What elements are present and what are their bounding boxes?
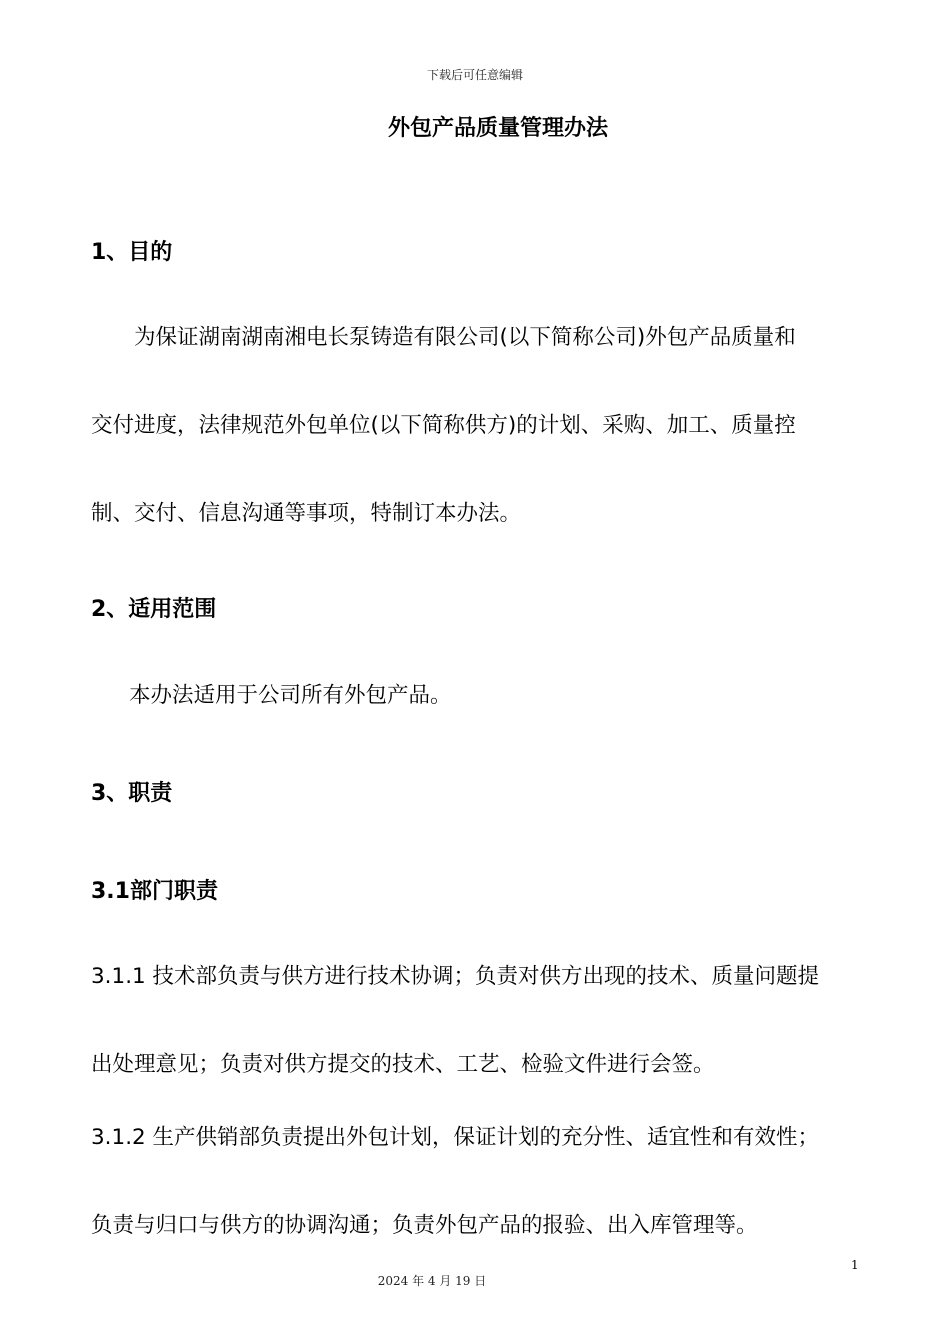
paragraph-line: 本办法适用于公司所有外包产品。 [129, 683, 452, 708]
heading-purpose: 1、目的 [91, 240, 173, 265]
paragraph-line: 为保证湖南湖南湘电长泵铸造有限公司(以下简称公司)外包产品质量和 [134, 325, 796, 350]
paragraph-line: 3.1.2 生产供销部负责提出外包计划，保证计划的充分性、适宜性和有效性； [91, 1125, 820, 1150]
paragraph-item-3-1-1 [91, 959, 861, 1078]
paragraph-line: 交付进度，法律规范外包单位(以下简称供方)的计划、采购、加工、质量控 [91, 413, 796, 438]
document-title: 外包产品质量管理办法 [387, 116, 608, 141]
paragraph-line: 负责与归口与供方的协调沟通；负责外包产品的报验、出入库管理等。 [91, 1213, 758, 1238]
subheading-department-duties: 3.1部门职责 [91, 879, 218, 904]
paragraph-line: 制、交付、信息沟通等事项，特制订本办法。 [91, 501, 522, 526]
heading-duties: 3、职责 [91, 781, 173, 806]
paragraph-scope [91, 678, 861, 709]
page-header: 下载后可任意编辑 [426, 68, 523, 82]
page-footer-date: 2024 年 4 月 19 日 [377, 1274, 487, 1288]
paragraph-line: 出处理意见；负责对供方提交的技术、工艺、检验文件进行会签。 [91, 1052, 715, 1077]
paragraph-line: 3.1.1 技术部负责与供方进行技术协调；负责对供方出现的技术、质量问题提 [91, 964, 820, 989]
paragraph-item-3-1-2 [91, 1120, 861, 1239]
page-number: 1 [851, 1258, 859, 1272]
paragraph-purpose [91, 320, 861, 527]
heading-scope: 2、适用范围 [91, 597, 217, 622]
